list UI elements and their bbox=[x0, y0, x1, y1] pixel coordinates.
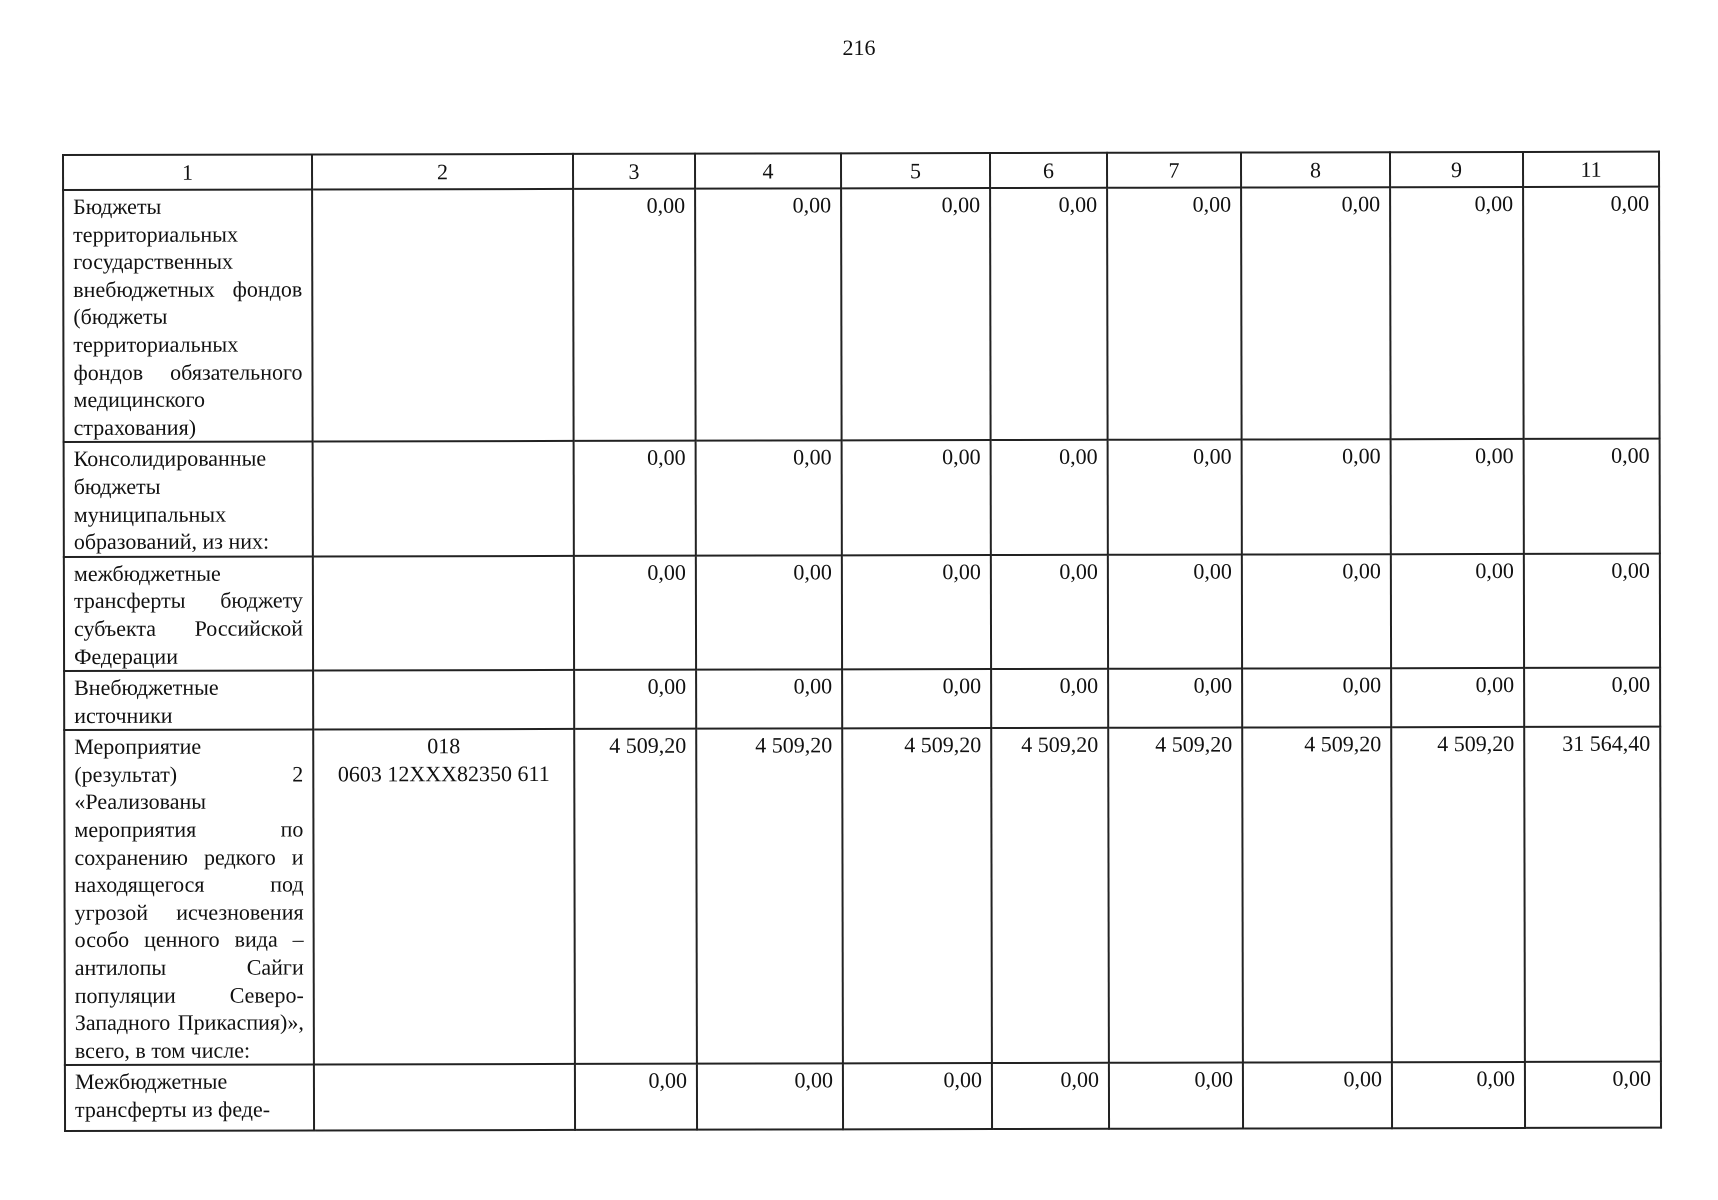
value-cell: 0,00 bbox=[696, 669, 842, 728]
value-cell: 0,00 bbox=[575, 1064, 697, 1130]
table-header-row bbox=[63, 152, 1659, 190]
value-cell: 0,00 bbox=[991, 669, 1108, 728]
code-line bbox=[323, 673, 564, 674]
row-code-cell bbox=[314, 1064, 575, 1131]
value-cell: 4 509,20 bbox=[1242, 727, 1392, 1062]
code-line bbox=[323, 673, 564, 674]
row-name-cell: Консолидированные бюджеты муниципальных образований, из них: bbox=[64, 442, 313, 557]
value-cell: 0,00 bbox=[1108, 669, 1242, 728]
code-line bbox=[324, 1067, 565, 1068]
column-header: 3 bbox=[573, 154, 695, 189]
column-header: 7 bbox=[1107, 153, 1241, 188]
column-header: 9 bbox=[1390, 152, 1523, 187]
code-line bbox=[322, 192, 563, 193]
total-cell: 0,00 bbox=[1524, 439, 1660, 554]
value-cell: 0,00 bbox=[573, 189, 696, 442]
code-line bbox=[323, 559, 564, 560]
value-cell: 0,00 bbox=[1242, 440, 1391, 555]
value-cell: 0,00 bbox=[843, 1063, 992, 1129]
value-cell: 0,00 bbox=[695, 188, 842, 441]
value-cell: 0,00 bbox=[990, 188, 1108, 441]
budget-table-container bbox=[62, 151, 1662, 1133]
code-line bbox=[324, 1067, 565, 1068]
value-cell: 0,00 bbox=[574, 670, 696, 729]
value-cell: 0,00 bbox=[1108, 554, 1242, 669]
value-cell: 4 509,20 bbox=[991, 728, 1109, 1063]
value-cell: 4 509,20 bbox=[574, 729, 697, 1064]
code-line bbox=[323, 444, 564, 445]
column-header: 6 bbox=[990, 153, 1107, 188]
table-row bbox=[64, 439, 1660, 557]
value-cell: 0,00 bbox=[1392, 1062, 1525, 1128]
row-name-cell: Мероприятие (результат) 2 «Реализованы мероприятия по сохранению редкого и находящегося под угрозой исчезновения особо ценного вида – антилопы Сайги популяции Северо-Западного Прикаспия)», всего, в том числе: bbox=[64, 730, 314, 1066]
row-code-cell bbox=[313, 556, 574, 671]
value-cell: 0,00 bbox=[1108, 440, 1242, 555]
value-cell: 0,00 bbox=[1390, 187, 1524, 440]
table-row bbox=[65, 1062, 1661, 1131]
total-cell: 0,00 bbox=[1525, 1062, 1661, 1128]
value-cell: 0,00 bbox=[574, 441, 696, 556]
column-header: 1 bbox=[63, 154, 312, 190]
total-cell: 0,00 bbox=[1524, 553, 1660, 668]
table-row bbox=[64, 553, 1660, 671]
value-cell: 0,00 bbox=[1241, 187, 1391, 440]
row-name-cell: Межбюджетные трансферты из феде- bbox=[65, 1065, 314, 1132]
code-line: 018 bbox=[427, 733, 461, 759]
column-header: 8 bbox=[1241, 152, 1390, 187]
value-cell: 0,00 bbox=[841, 188, 991, 441]
column-header: 5 bbox=[841, 153, 990, 188]
value-cell: 0,00 bbox=[1242, 554, 1391, 669]
row-name-cell: межбюджетные трансферты бюджету субъекта Российской Федерации bbox=[64, 556, 313, 671]
value-cell: 0,00 bbox=[1391, 439, 1524, 554]
value-cell: 0,00 bbox=[696, 441, 842, 556]
column-header: 2 bbox=[312, 154, 573, 190]
value-cell: 0,00 bbox=[842, 669, 991, 728]
code-line: 0603 12ХХХ82350 611 bbox=[337, 760, 550, 787]
value-cell: 4 509,20 bbox=[1391, 727, 1525, 1062]
budget-table bbox=[62, 151, 1662, 1133]
value-cell: 0,00 bbox=[696, 555, 842, 670]
row-name-cell: Внебюджетные источники bbox=[64, 671, 313, 731]
value-cell: 4 509,20 bbox=[1108, 728, 1243, 1063]
page-number: 216 bbox=[842, 35, 876, 60]
value-cell: 0,00 bbox=[992, 1063, 1109, 1129]
value-cell: 0,00 bbox=[1391, 554, 1524, 669]
value-cell: 0,00 bbox=[842, 440, 991, 555]
table-row bbox=[63, 187, 1660, 443]
value-cell: 0,00 bbox=[574, 555, 696, 670]
value-cell: 0,00 bbox=[991, 440, 1108, 555]
table-row bbox=[64, 668, 1660, 731]
row-code-cell bbox=[313, 441, 574, 556]
row-code-cell bbox=[312, 189, 574, 442]
row-code-cell bbox=[313, 729, 575, 1065]
table-row bbox=[64, 727, 1661, 1065]
value-cell: 0,00 bbox=[1107, 188, 1242, 441]
code-line bbox=[323, 444, 564, 445]
code-line bbox=[323, 559, 564, 560]
value-cell: 0,00 bbox=[1109, 1063, 1243, 1129]
code-line bbox=[322, 192, 563, 193]
column-header: 11 bbox=[1523, 152, 1659, 187]
value-cell: 4 509,20 bbox=[696, 729, 843, 1064]
value-cell: 0,00 bbox=[991, 555, 1108, 670]
value-cell: 4 509,20 bbox=[842, 728, 992, 1063]
value-cell: 0,00 bbox=[1243, 1063, 1392, 1129]
column-header: 4 bbox=[695, 153, 841, 188]
value-cell: 0,00 bbox=[1242, 668, 1391, 727]
value-cell: 0,00 bbox=[842, 555, 991, 670]
total-cell: 31 564,40 bbox=[1524, 727, 1661, 1062]
row-code-cell bbox=[313, 670, 574, 730]
total-cell: 0,00 bbox=[1524, 668, 1660, 727]
value-cell: 0,00 bbox=[1391, 668, 1524, 727]
total-cell: 0,00 bbox=[1523, 187, 1660, 440]
value-cell: 0,00 bbox=[697, 1064, 843, 1130]
row-name-cell: Бюджеты территориальных государственных внебюджетных фондов (бюджеты территориальных фондов обязательного медицинского страхования) bbox=[63, 189, 313, 442]
